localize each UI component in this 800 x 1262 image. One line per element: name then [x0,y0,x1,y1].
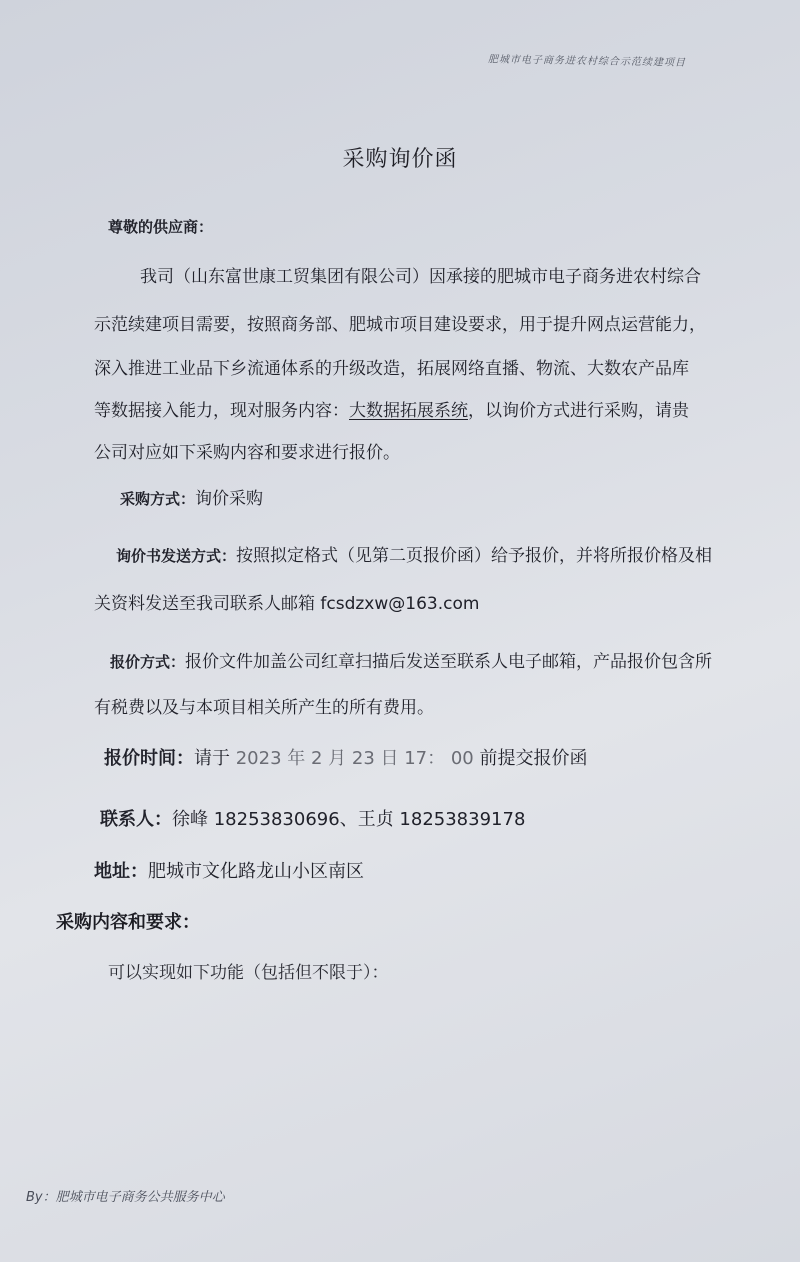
header-note: 肥城市电子商务进农村综合示范续建项目 [487,54,687,69]
quote-method-label: 报价方式： [110,653,186,671]
procurement-method-value: 询价采购 [195,489,264,509]
footer-signature: By：肥城市电子商务公共服务中心 [26,1190,225,1205]
contacts-label: 联系人： [100,809,172,830]
inquiry-send-label: 询价书发送方式： [116,547,237,565]
service-name: 大数据拓展系统 [349,401,468,421]
page-title: 采购询价函 [342,147,458,172]
quote-time-prefix: 请于 [194,748,230,769]
address [94,857,364,883]
intro-line-3: 深入推进工业品下乡流通体系的升级改造，拓展网络直播、物流、大数农产品库 [94,359,689,379]
intro-line-4-suffix: ，以询价方式进行采购，请贵 [468,401,689,421]
procurement-method-label: 采购方式： [120,490,196,508]
inquiry-send-text-2: 关资料发送至我司联系人邮箱 [94,594,321,614]
inquiry-send-line-1 [116,541,712,566]
quote-time-date: 2023 年 2 月 23 日 17： 00 [230,748,480,769]
quote-method-line-1 [110,647,712,672]
requirements-subtext: 可以实现如下功能（包括但不限于）： [108,963,389,983]
procurement-method [120,484,263,509]
salutation: 尊敬的供应商： [108,218,214,236]
inquiry-send-line-2 [94,589,479,614]
intro-line-1: 我司（山东富世康工贸集团有限公司）因承接的肥城市电子商务进农村综合 [140,267,701,287]
contact-email: fcsdzxw@163.com [320,594,480,614]
quote-time-suffix: 前提交报价函 [479,748,588,769]
contacts [100,805,525,831]
quote-time [104,744,587,770]
intro-line-5: 公司对应如下采购内容和要求进行报价。 [94,443,400,463]
requirements-heading: 采购内容和要求： [56,912,200,933]
quote-time-label: 报价时间： [104,748,194,769]
contacts-value: 徐峰 18253830696、王贞 18253839178 [172,809,526,830]
address-label: 地址： [94,861,148,882]
intro-line-4 [94,396,689,421]
quote-method-text-1: 报价文件加盖公司红章扫描后发送至联系人电子邮箱，产品报价包含所 [185,652,713,672]
inquiry-send-text-1: 按照拟定格式（见第二页报价函）给予报价，并将所报价格及相 [236,546,713,566]
intro-line-4-prefix: 等数据接入能力，现对服务内容： [94,401,349,421]
quote-method-line-2: 有税费以及与本项目相关所产生的所有费用。 [94,698,434,718]
intro-line-2: 示范续建项目需要，按照商务部、肥城市项目建设要求，用于提升网点运营能力， [94,315,706,335]
address-value: 肥城市文化路龙山小区南区 [148,861,364,882]
